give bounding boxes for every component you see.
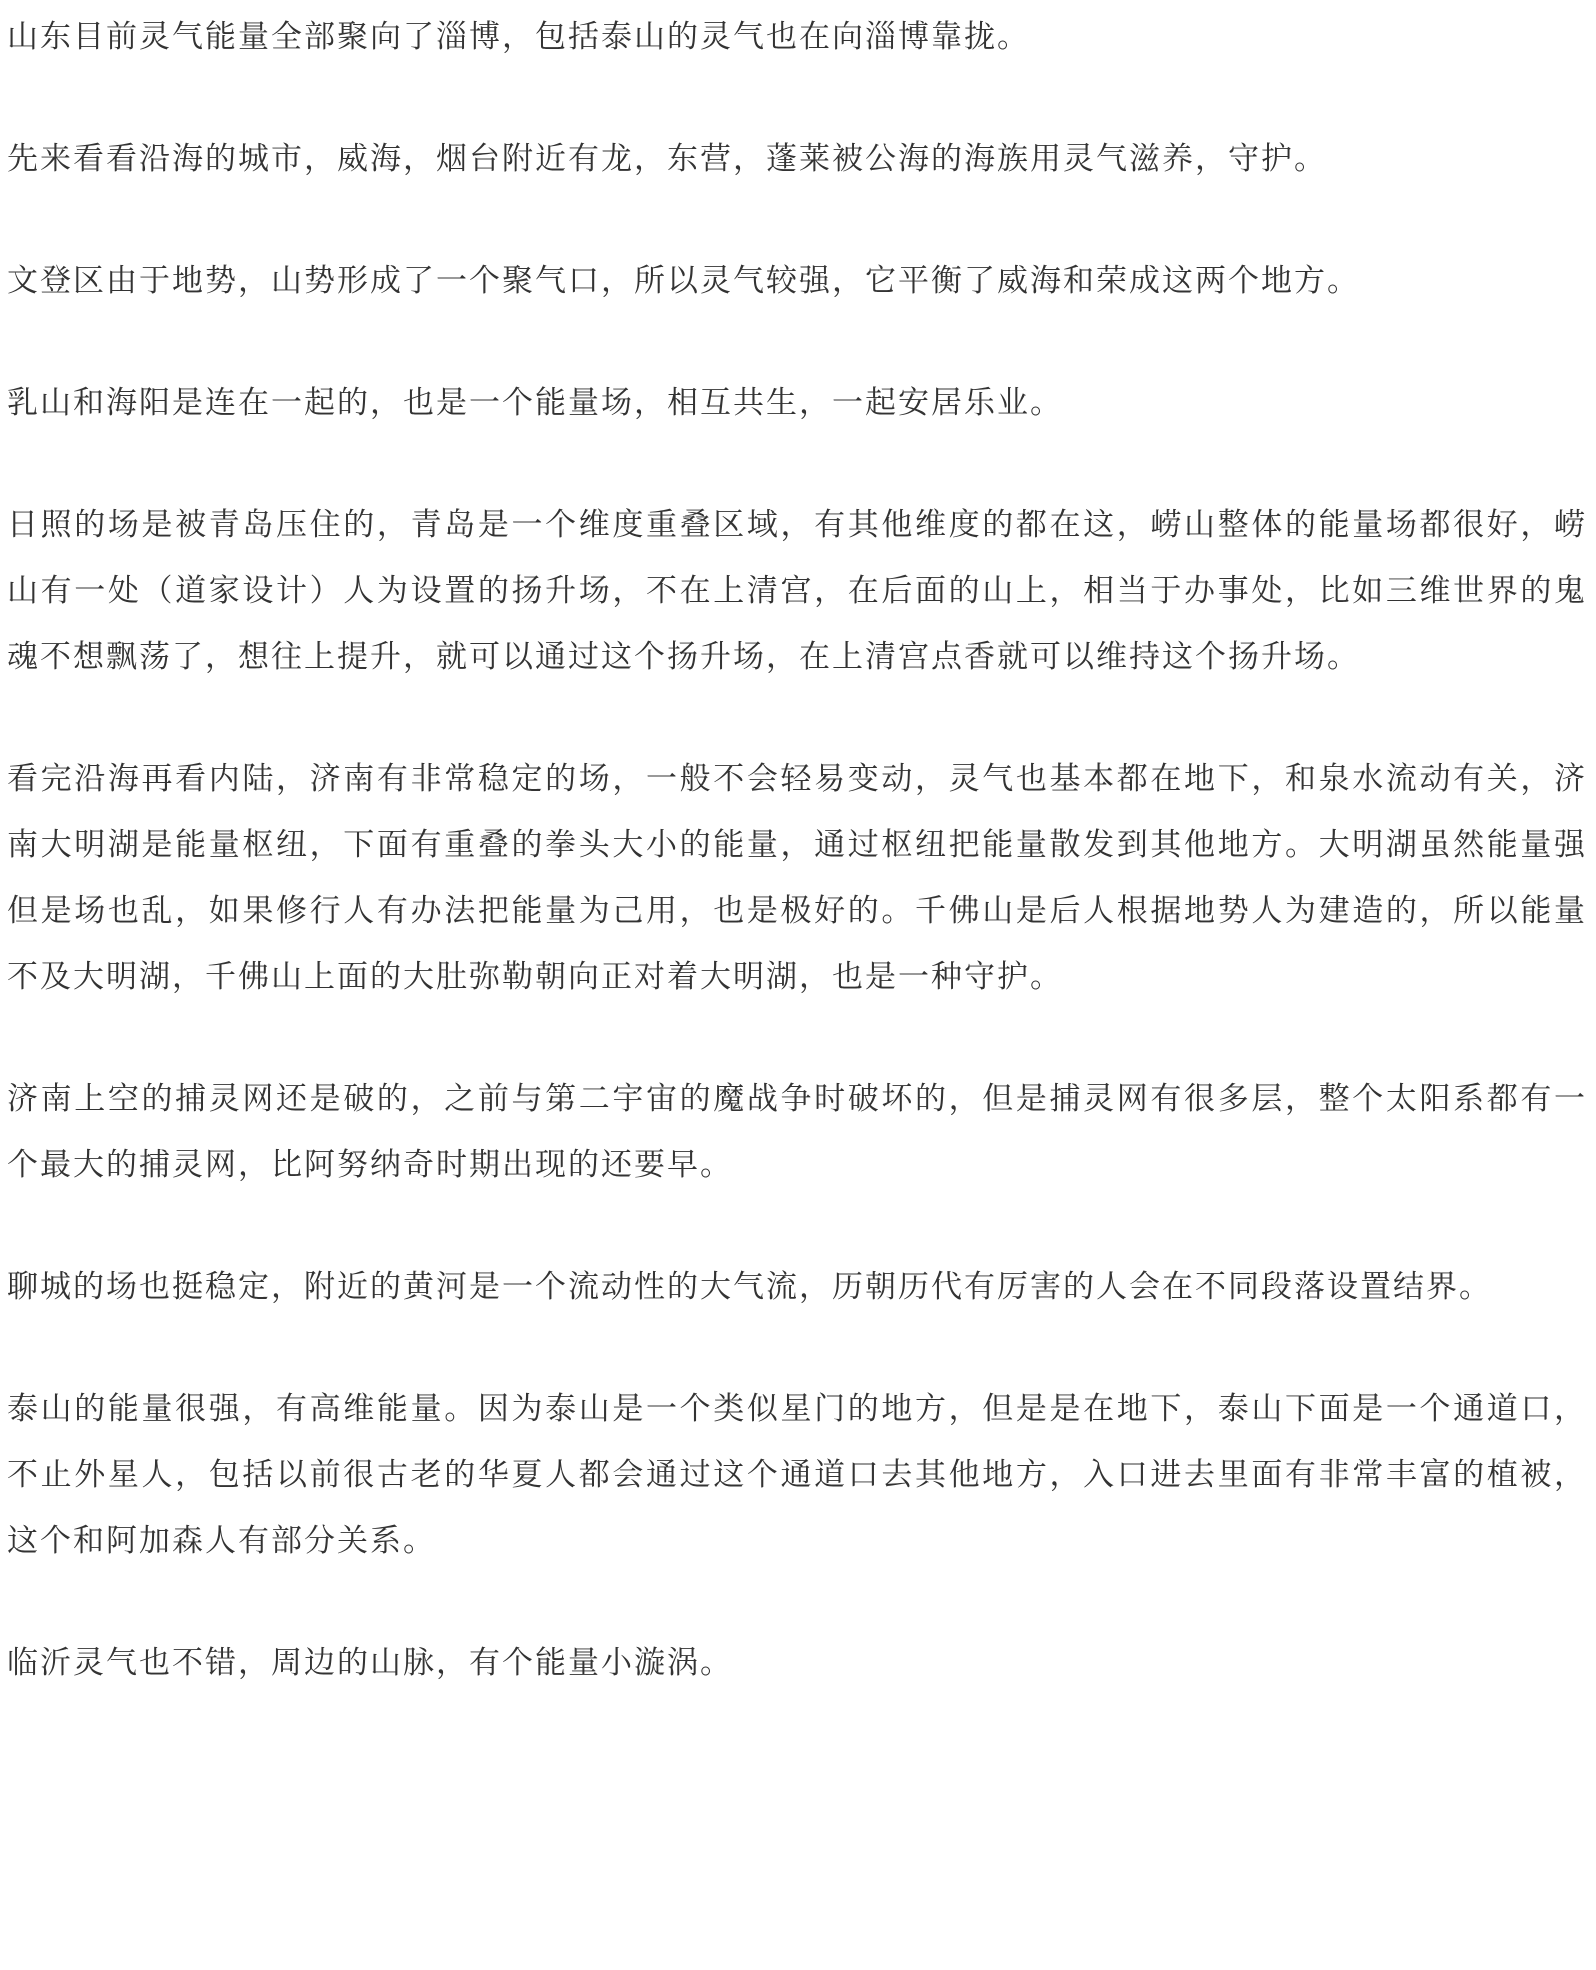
paragraph-taishan: 泰山的能量很强，有高维能量。因为泰山是一个类似星门的地方，但是是在地下，泰山下面是一个通道口，不止外星人，包括以前很古老的华夏人都会通过这个通道口去其他地方，入口进去里面有非常丰富的植被，这个和阿加森人有部分关系。 xyxy=(7,1391,1587,1559)
paragraph-jinan: 看完沿海再看内陆，济南有非常稳定的场，一般不会轻易变动，灵气也基本都在地下，和泉水流动有关，济南大明湖是能量枢纽，下面有重叠的拳头大小的能量，通过枢纽把能量散发到其他地方。大明湖虽然能量强但是场也乱，如果修行人有办法把能量为己用，也是极好的。千佛山是后人根据地势人为建造的，所以能量不及大明湖，千佛山上面的大肚弥勒朝向正对着大明湖，也是一种守护。 xyxy=(7,761,1587,995)
paragraph-linyi: 临沂灵气也不错，周边的山脉，有个能量小漩涡。 xyxy=(7,1645,733,1681)
paragraph-rushan-haiyang: 乳山和海阳是连在一起的，也是一个能量场，相互共生，一起安居乐业。 xyxy=(7,385,1063,421)
paragraph-coastal-cities: 先来看看沿海的城市，威海，烟台附近有龙，东营，蓬莱被公海的海族用灵气滋养，守护。 xyxy=(7,141,1327,177)
paragraph-liaocheng: 聊城的场也挺稳定，附近的黄河是一个流动性的大气流，历朝历代有厉害的人会在不同段落设置结界。 xyxy=(7,1269,1492,1305)
paragraph-wendeng: 文登区由于地势，山势形成了一个聚气口，所以灵气较强，它平衡了威海和荣成这两个地方。 xyxy=(7,263,1360,299)
paragraph-jinan-net: 济南上空的捕灵网还是破的，之前与第二宇宙的魔战争时破坏的，但是捕灵网有很多层，整个太阳系都有一个最大的捕灵网，比阿努纳奇时期出现的还要早。 xyxy=(7,1081,1587,1183)
paragraph-rizhao-qingdao: 日照的场是被青岛压住的，青岛是一个维度重叠区域，有其他维度的都在这，崂山整体的能量场都很好，崂山有一处（道家设计）人为设置的扬升场，不在上清宫，在后面的山上，相当于办事处，比如三维世界的鬼魂不想飘荡了，想往上提升，就可以通过这个扬升场，在上清宫点香就可以维持这个扬升场。 xyxy=(7,507,1587,675)
paragraph-zibo: 山东目前灵气能量全部聚向了淄博，包括泰山的灵气也在向淄博靠拢。 xyxy=(7,19,1030,55)
article-body xyxy=(7,4,1587,1696)
